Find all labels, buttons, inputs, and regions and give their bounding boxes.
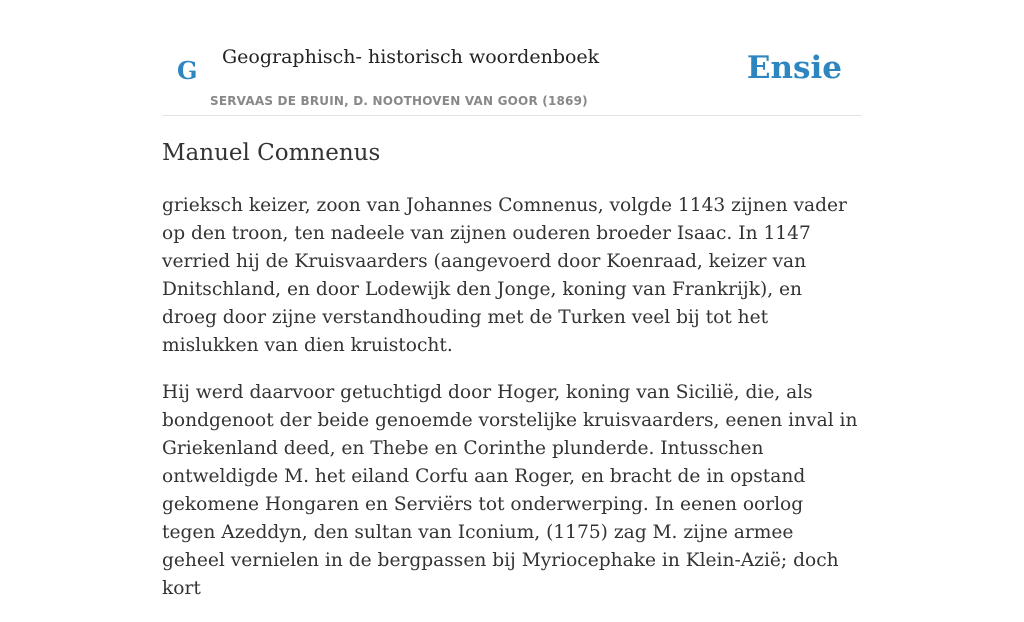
entry-paragraph: grieksch keizer, zoon van Johannes Comnenus, volgde 1143 zijnen vader op den troon, ten nadeele van zijnen ouderen broeder Isaac. In 1147 verried hij de Kruisvaarders (aangevoerd door Koenraad, keizer van Dnitschland, en door Lodewijk den Jonge, koning van Frankrijk), en droeg door zijne verstandhouding met de Turken veel bij tot het mislukken van dien kruistocht. <box>162 195 847 356</box>
page-container <box>162 0 862 599</box>
brand-logo-link[interactable]: Ensie <box>746 50 842 86</box>
book-authors: SERVAAS DE BRUIN, D. NOOTHOVEN VAN GOOR (1869) <box>210 94 588 108</box>
entry-title: Manuel Comnenus <box>162 140 381 166</box>
index-letter[interactable]: G <box>177 56 198 85</box>
book-title[interactable]: Geographisch- historisch woordenboek <box>222 46 600 68</box>
entry-paragraph: Hij werd daarvoor getuchtigd door Hoger, koning van Sicilië, die, als bondgenoot der beide genoemde vorstelijke kruisvaarders, eenen inval in Griekenland deed, en Thebe en Corinthe plunderde. Intusschen ontweldigde M. het eiland Corfu aan Roger, en bracht de in opstand gekomene Hongaren en Serviërs tot onderwerping. In eenen oorlog tegen Azeddyn, den sultan van Iconium, (1175) zag M. zijne armee geheel vernielen in de bergpassen bij Myriocephake in Klein-Azië; doch kort <box>162 382 858 599</box>
entry-body <box>162 192 862 622</box>
header <box>162 0 862 116</box>
